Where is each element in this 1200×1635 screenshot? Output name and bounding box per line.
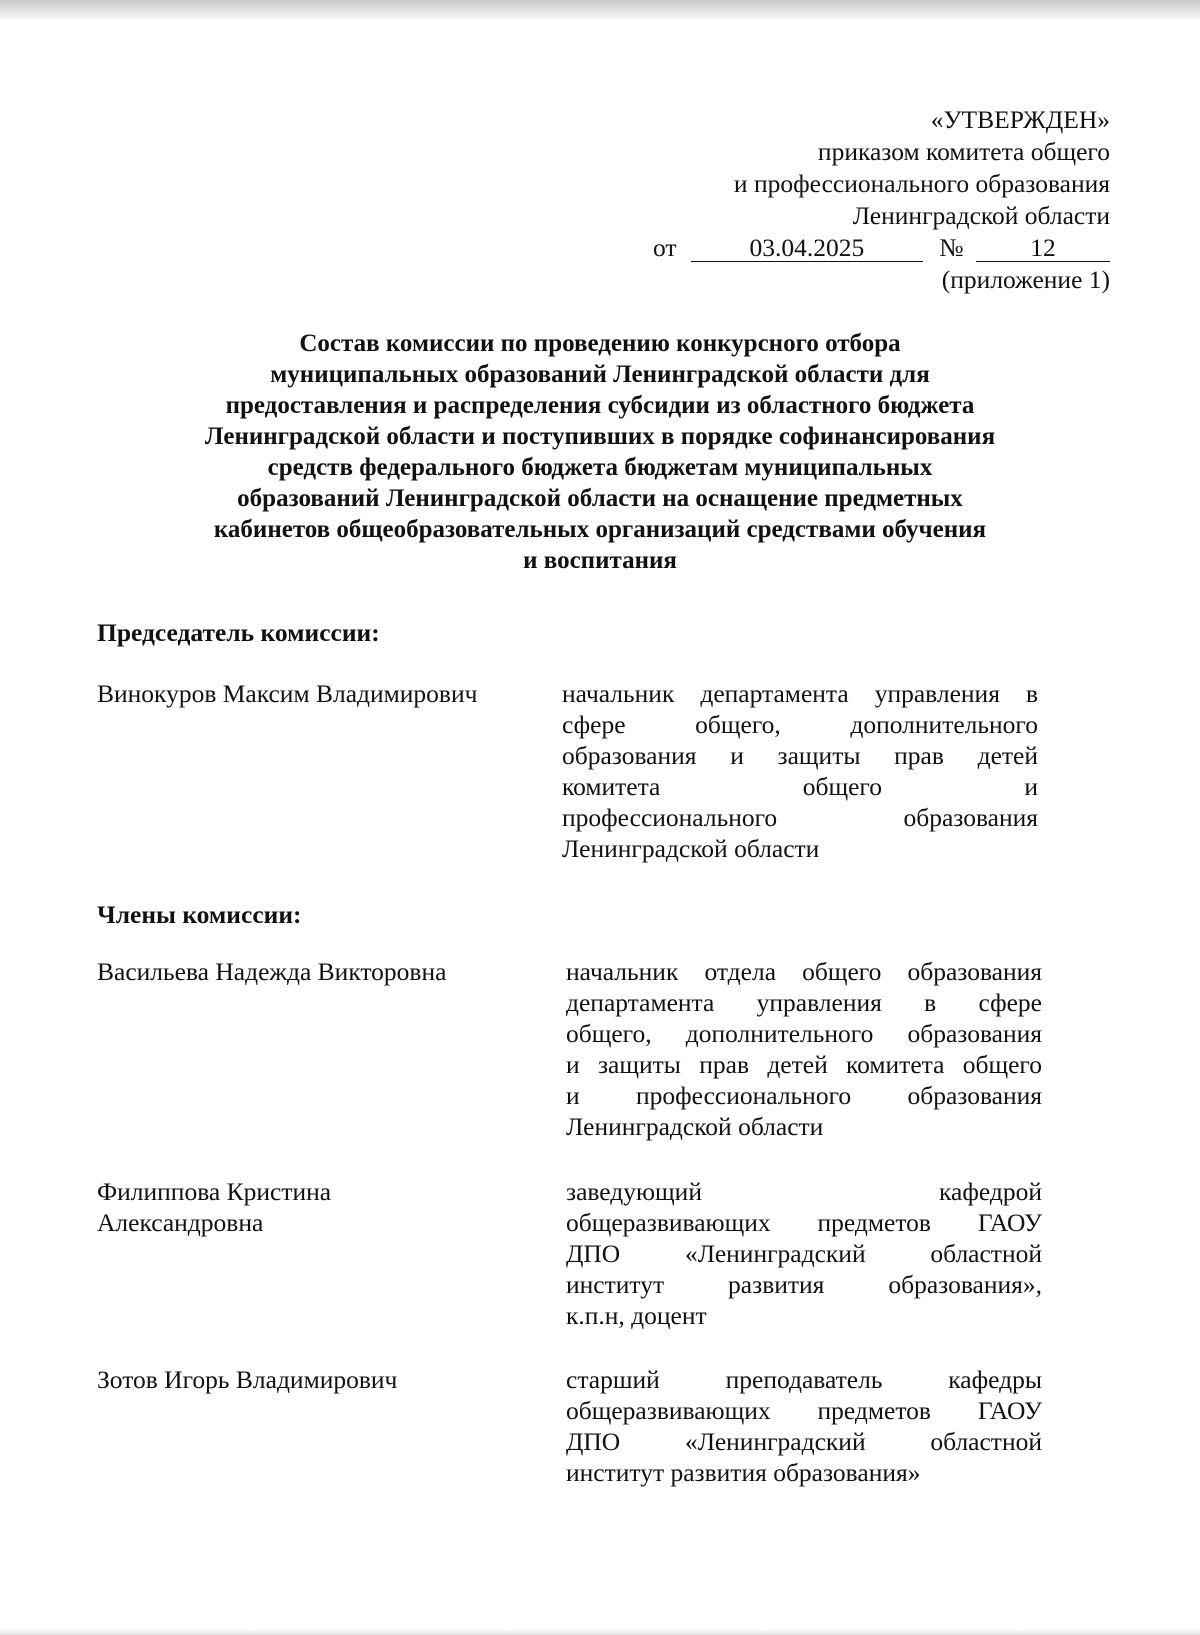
name-line: Филиппова Кристина	[97, 1177, 332, 1206]
position-line: общеразвивающих предметов ГАОУ	[566, 1396, 1042, 1425]
position-line: ДПО «Ленинградский областной	[566, 1239, 1042, 1268]
position-line: комитета общего и	[562, 772, 1038, 801]
position-line: департамента управления в сфере	[566, 988, 1042, 1017]
title-line: муниципальных образований Ленинградской области для	[270, 361, 930, 388]
approval-heading: «УТВЕРЖДЕН»	[930, 105, 1110, 134]
approval-date-line	[550, 232, 1110, 264]
date-prefix: от	[652, 233, 677, 262]
chairman-heading: Председатель комиссии:	[97, 618, 380, 647]
members-heading: Члены комиссии:	[97, 900, 302, 929]
scan-edge-bottom	[0, 1629, 1200, 1635]
title-line: Ленинградской области и поступивших в порядке софинансирования	[204, 423, 996, 450]
approval-block	[550, 104, 1110, 296]
title-line: Состав комиссии по проведению конкурсного отбора	[299, 330, 901, 357]
position-line: к.п.н, доцент	[566, 1301, 707, 1330]
member-name	[97, 956, 537, 987]
position-line: институт развития образования»,	[566, 1270, 1042, 1299]
member-name	[97, 1364, 537, 1395]
member-position	[566, 1176, 1042, 1331]
position-line: общеразвивающих предметов ГАОУ	[566, 1208, 1042, 1237]
position-line: Ленинградской области	[566, 1112, 824, 1141]
member-position	[566, 1364, 1042, 1488]
position-line: образования и защиты прав детей	[562, 741, 1038, 770]
position-line: и защиты прав детей комитета общего	[566, 1050, 1042, 1079]
position-line: старший преподаватель кафедры	[566, 1365, 1042, 1394]
member-name	[97, 1176, 537, 1238]
order-date: 03.04.2025	[691, 235, 923, 262]
number-sign: №	[939, 233, 964, 262]
title-line: образований Ленинградской области на оснащение предметных	[237, 485, 963, 512]
title-line: и воспитания	[523, 547, 677, 574]
position-line: профессионального образования	[562, 803, 1038, 832]
approval-line-3: Ленинградской области	[852, 201, 1110, 230]
position-line: Ленинградской области	[562, 834, 820, 863]
name-line: Винокуров Максим Владимирович	[97, 679, 478, 708]
title-line: средств федерального бюджета бюджетам муниципальных	[267, 454, 933, 481]
position-line: сфере общего, дополнительного	[562, 710, 1038, 739]
position-line: начальник департамента управления в	[562, 679, 1038, 708]
position-line: начальник отдела общего образования	[566, 957, 1042, 986]
order-number: 12	[976, 235, 1110, 262]
scan-edge-top	[0, 0, 1200, 22]
member-position	[566, 956, 1042, 1142]
position-line: ДПО «Ленинградский областной	[566, 1427, 1042, 1456]
title-line: предоставления и распределения субсидии из областного бюджета	[225, 392, 975, 419]
appendix-label: (приложение 1)	[941, 265, 1110, 294]
position-line: общего, дополнительного образования	[566, 1019, 1042, 1048]
name-line: Александровна	[97, 1208, 264, 1237]
title-line: кабинетов общеобразовательных организаций средствами обучения	[213, 516, 987, 543]
chairman-name	[97, 678, 537, 709]
approval-line-1: приказом комитета общего	[817, 137, 1110, 166]
name-line: Зотов Игорь Владимирович	[97, 1365, 398, 1394]
chairman-position	[562, 678, 1038, 864]
approval-line-2: и профессионального образования	[733, 169, 1110, 198]
document-title	[130, 328, 1070, 576]
position-line: и профессионального образования	[566, 1081, 1042, 1110]
name-line: Васильева Надежда Викторовна	[97, 957, 447, 986]
position-line: заведующий кафедрой	[566, 1177, 1042, 1206]
position-line: институт развития образования»	[566, 1458, 921, 1487]
